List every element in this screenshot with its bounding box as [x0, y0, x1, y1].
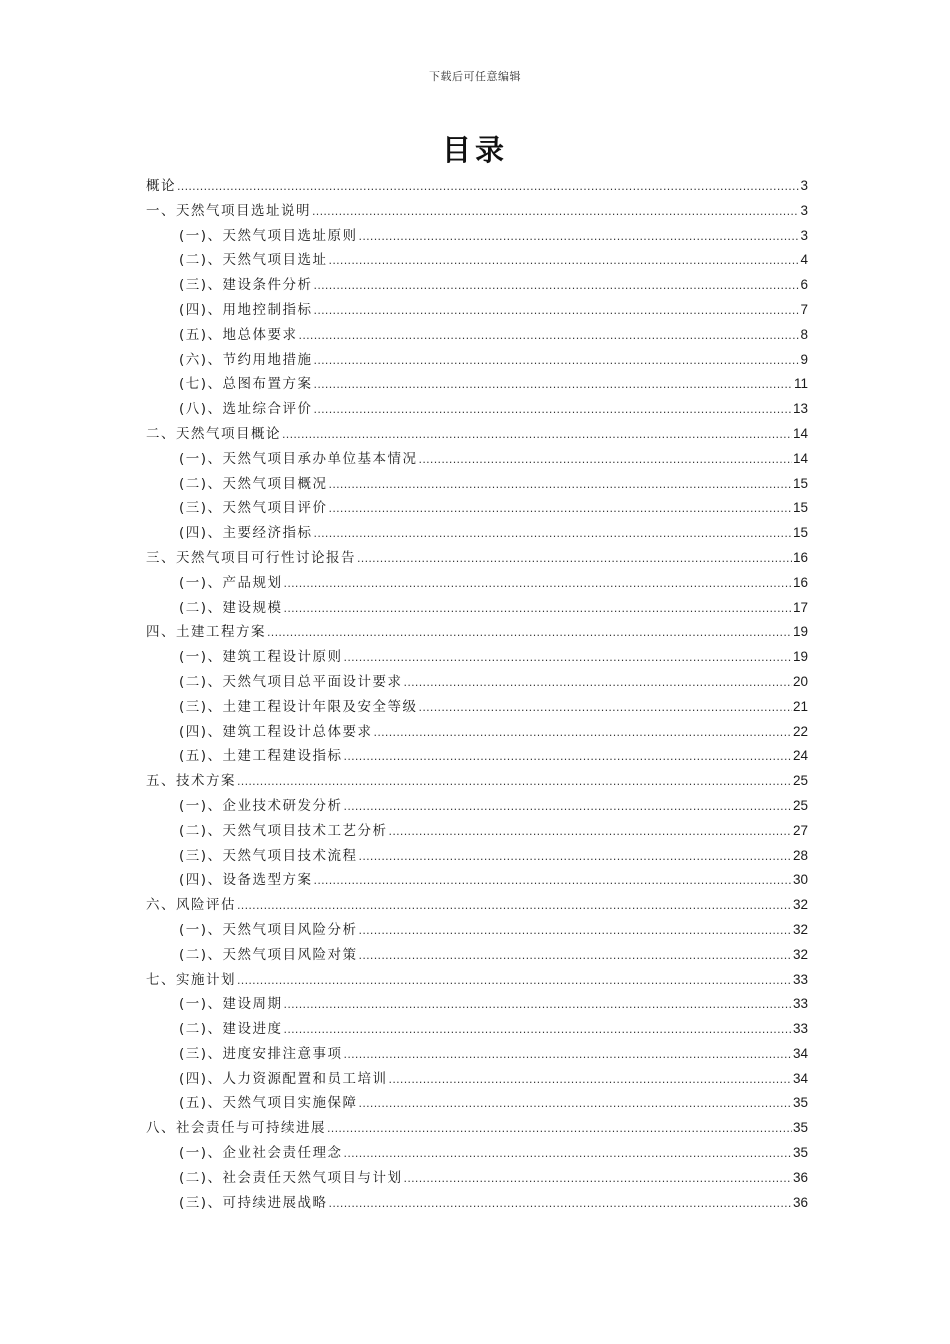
- toc-entry-page: 35: [792, 1095, 808, 1111]
- toc-dot-leader: [419, 701, 792, 714]
- toc-entry-label: (二)、建设规模: [179, 599, 283, 616]
- toc-entry[interactable]: [146, 794, 808, 819]
- toc-entry-label: (一)、企业技术研发分析: [179, 797, 343, 814]
- toc-dot-leader: [329, 478, 792, 491]
- toc-entry-page: 25: [792, 797, 808, 813]
- toc-dot-leader: [404, 1172, 792, 1185]
- toc-entry-label: (二)、社会责任天然气项目与计划: [179, 1169, 403, 1186]
- toc-entry-page: 19: [792, 624, 808, 640]
- toc-entry-page: 3: [800, 227, 808, 243]
- toc-entry-label: (一)、天然气项目承办单位基本情况: [179, 450, 418, 467]
- toc-entry-label: (四)、主要经济指标: [179, 525, 313, 542]
- toc-entry-page: 36: [792, 1194, 808, 1210]
- toc-entry-page: 8: [800, 326, 808, 342]
- toc-entry-label: 二、天然气项目概论: [146, 425, 281, 442]
- toc-dot-leader: [359, 1097, 792, 1110]
- toc-dot-leader: [314, 279, 800, 292]
- toc-entry-label: (五)、地总体要求: [179, 326, 298, 343]
- toc-entry-page: 33: [792, 996, 808, 1012]
- toc-entry[interactable]: [146, 1067, 808, 1092]
- toc-entry-label: 概论: [146, 178, 176, 194]
- toc-entry[interactable]: [146, 224, 808, 249]
- header-note: 下载后可任意编辑: [429, 70, 521, 83]
- toc-entry-page: 14: [792, 450, 808, 466]
- toc-entry-page: 15: [792, 525, 808, 541]
- toc-entry-label: (五)、天然气项目实施保障: [179, 1095, 358, 1112]
- table-of-contents: [146, 174, 808, 1215]
- toc-entry-label: (八)、选址综合评价: [179, 401, 313, 418]
- toc-entry-page: 34: [792, 1045, 808, 1061]
- toc-entry[interactable]: [146, 744, 808, 769]
- toc-entry-label: (一)、企业社会责任理念: [179, 1145, 343, 1162]
- toc-entry[interactable]: [146, 472, 808, 497]
- toc-entry-label: (三)、天然气项目评价: [179, 500, 328, 517]
- toc-dot-leader: [237, 775, 792, 788]
- toc-dot-leader: [389, 825, 792, 838]
- toc-entry-page: 24: [792, 748, 808, 764]
- toc-entry-label: (一)、天然气项目选址原则: [179, 227, 358, 244]
- toc-entry[interactable]: [146, 918, 808, 943]
- toc-dot-leader: [314, 874, 792, 887]
- toc-entry-label: (三)、土建工程设计年限及安全等级: [179, 698, 418, 715]
- toc-entry[interactable]: [146, 1017, 808, 1042]
- toc-entry[interactable]: [146, 943, 808, 968]
- toc-entry-page: 15: [792, 500, 808, 516]
- toc-dot-leader: [344, 1147, 792, 1160]
- toc-entry-label: (四)、人力资源配置和员工培训: [179, 1070, 388, 1087]
- toc-entry-page: 4: [800, 252, 808, 268]
- toc-dot-leader: [284, 577, 792, 590]
- toc-entry-page: 19: [792, 649, 808, 665]
- toc-entry[interactable]: [146, 968, 808, 993]
- toc-dot-leader: [344, 800, 792, 813]
- toc-dot-leader: [177, 180, 799, 193]
- toc-entry-page: 15: [792, 475, 808, 491]
- toc-entry-label: (三)、可持续进展战略: [179, 1194, 328, 1211]
- toc-entry-label: 五、技术方案: [146, 773, 236, 790]
- toc-entry-page: 33: [792, 971, 808, 987]
- toc-entry-label: 八、社会责任与可持续进展: [146, 1120, 326, 1137]
- toc-entry[interactable]: [146, 769, 808, 794]
- toc-entry[interactable]: [146, 1116, 808, 1141]
- toc-entry-label: (二)、天然气项目技术工艺分析: [179, 822, 388, 839]
- toc-entry-label: 六、风险评估: [146, 897, 236, 914]
- toc-dot-leader: [329, 502, 792, 515]
- toc-entry[interactable]: [146, 298, 808, 323]
- toc-entry-page: 32: [792, 897, 808, 913]
- toc-dot-leader: [314, 378, 793, 391]
- toc-entry[interactable]: [146, 372, 808, 397]
- toc-dot-leader: [284, 998, 792, 1011]
- toc-entry[interactable]: [146, 496, 808, 521]
- toc-entry-label: (七)、总图布置方案: [179, 376, 313, 393]
- toc-dot-leader: [357, 552, 792, 565]
- toc-dot-leader: [374, 726, 792, 739]
- toc-dot-leader: [314, 527, 792, 540]
- toc-entry-page: 25: [792, 773, 808, 789]
- toc-entry-page: 30: [792, 872, 808, 888]
- toc-entry-page: 32: [792, 921, 808, 937]
- toc-entry-page: 9: [800, 351, 808, 367]
- toc-entry[interactable]: [146, 645, 808, 670]
- toc-entry-label: 三、天然气项目可行性讨论报告: [146, 549, 356, 566]
- toc-entry-page: 22: [792, 723, 808, 739]
- toc-dot-leader: [329, 254, 800, 267]
- toc-entry-page: 20: [792, 673, 808, 689]
- toc-entry-page: 7: [800, 301, 808, 317]
- toc-dot-leader: [329, 1197, 792, 1210]
- toc-entry-page: 14: [792, 425, 808, 441]
- toc-dot-leader: [237, 974, 792, 987]
- toc-entry[interactable]: [146, 447, 808, 472]
- toc-entry-page: 28: [792, 847, 808, 863]
- toc-dot-leader: [314, 304, 800, 317]
- toc-dot-leader: [389, 1073, 792, 1086]
- toc-entry-label: (一)、天然气项目风险分析: [179, 921, 358, 938]
- toc-dot-leader: [282, 428, 792, 441]
- toc-entry[interactable]: [146, 323, 808, 348]
- toc-entry-page: 36: [792, 1169, 808, 1185]
- toc-entry-label: 四、土建工程方案: [146, 624, 266, 641]
- toc-entry[interactable]: [146, 620, 808, 645]
- toc-entry-label: (二)、天然气项目风险对策: [179, 946, 358, 963]
- toc-entry[interactable]: [146, 1191, 808, 1216]
- toc-entry[interactable]: [146, 199, 808, 224]
- toc-entry-label: (三)、进度安排注意事项: [179, 1045, 343, 1062]
- toc-entry[interactable]: [146, 248, 808, 273]
- toc-entry[interactable]: [146, 571, 808, 596]
- toc-entry[interactable]: [146, 893, 808, 918]
- toc-entry[interactable]: [146, 868, 808, 893]
- toc-dot-leader: [344, 1048, 792, 1061]
- toc-entry-label: (二)、天然气项目选址: [179, 252, 328, 269]
- toc-entry-page: 35: [792, 1120, 808, 1136]
- toc-entry[interactable]: [146, 596, 808, 621]
- toc-entry-label: (二)、天然气项目总平面设计要求: [179, 673, 403, 690]
- toc-entry-label: (四)、建筑工程设计总体要求: [179, 723, 373, 740]
- toc-entry-label: (五)、土建工程建设指标: [179, 748, 343, 765]
- toc-entry[interactable]: [146, 844, 808, 869]
- toc-dot-leader: [314, 354, 800, 367]
- toc-entry-label: 七、实施计划: [146, 971, 236, 988]
- toc-dot-leader: [404, 676, 792, 689]
- toc-entry-label: (三)、天然气项目技术流程: [179, 847, 358, 864]
- toc-entry[interactable]: [146, 546, 808, 571]
- toc-entry-label: 一、天然气项目选址说明: [146, 202, 311, 219]
- toc-dot-leader: [344, 750, 792, 763]
- toc-entry-page: 32: [792, 946, 808, 962]
- toc-dot-leader: [327, 1122, 792, 1135]
- toc-entry-page: 3: [800, 202, 808, 218]
- toc-entry-label: (三)、建设条件分析: [179, 277, 313, 294]
- toc-entry-page: 35: [792, 1145, 808, 1161]
- toc-entry[interactable]: [146, 397, 808, 422]
- toc-entry[interactable]: [146, 1141, 808, 1166]
- toc-entry[interactable]: [146, 348, 808, 373]
- toc-entry-page: 3: [800, 178, 808, 193]
- toc-dot-leader: [267, 626, 792, 639]
- toc-dot-leader: [359, 949, 792, 962]
- toc-entry-label: (一)、产品规划: [179, 574, 283, 591]
- toc-entry[interactable]: [146, 720, 808, 745]
- toc-entry-label: (四)、设备选型方案: [179, 872, 313, 889]
- toc-entry-page: 33: [792, 1021, 808, 1037]
- toc-entry[interactable]: [146, 1166, 808, 1191]
- toc-entry[interactable]: [146, 273, 808, 298]
- toc-entry-label: (六)、节约用地措施: [179, 351, 313, 368]
- toc-entry[interactable]: [146, 521, 808, 546]
- toc-entry[interactable]: [146, 1091, 808, 1116]
- toc-dot-leader: [344, 651, 792, 664]
- toc-dot-leader: [314, 403, 792, 416]
- toc-entry-label: (二)、建设进度: [179, 1021, 283, 1038]
- toc-entry-label: (一)、建设周期: [179, 996, 283, 1013]
- toc-dot-leader: [312, 205, 799, 218]
- toc-entry-page: 6: [800, 277, 808, 293]
- toc-entry[interactable]: [146, 422, 808, 447]
- toc-dot-leader: [359, 924, 792, 937]
- toc-entry[interactable]: [146, 1042, 808, 1067]
- toc-entry[interactable]: [146, 992, 808, 1017]
- toc-dot-leader: [359, 850, 792, 863]
- page-title: 目录: [441, 133, 508, 167]
- toc-entry-page: 13: [792, 401, 808, 417]
- toc-entry-label: (一)、建筑工程设计原则: [179, 649, 343, 666]
- toc-entry-page: 16: [792, 549, 808, 565]
- toc-dot-leader: [284, 1023, 792, 1036]
- toc-entry[interactable]: [146, 174, 808, 199]
- toc-dot-leader: [299, 329, 800, 342]
- toc-entry-page: 16: [792, 574, 808, 590]
- toc-entry[interactable]: [146, 819, 808, 844]
- toc-dot-leader: [419, 453, 792, 466]
- toc-entry-label: (二)、天然气项目概况: [179, 475, 328, 492]
- toc-entry-label: (四)、用地控制指标: [179, 301, 313, 318]
- toc-dot-leader: [284, 602, 792, 615]
- toc-entry-page: 21: [792, 698, 808, 714]
- toc-entry-page: 27: [792, 822, 808, 838]
- toc-dot-leader: [359, 230, 800, 243]
- toc-entry-page: 34: [792, 1070, 808, 1086]
- toc-dot-leader: [237, 899, 792, 912]
- toc-entry[interactable]: [146, 695, 808, 720]
- toc-entry-page: 17: [792, 599, 808, 615]
- toc-entry[interactable]: [146, 670, 808, 695]
- toc-entry-page: 11: [793, 376, 808, 392]
